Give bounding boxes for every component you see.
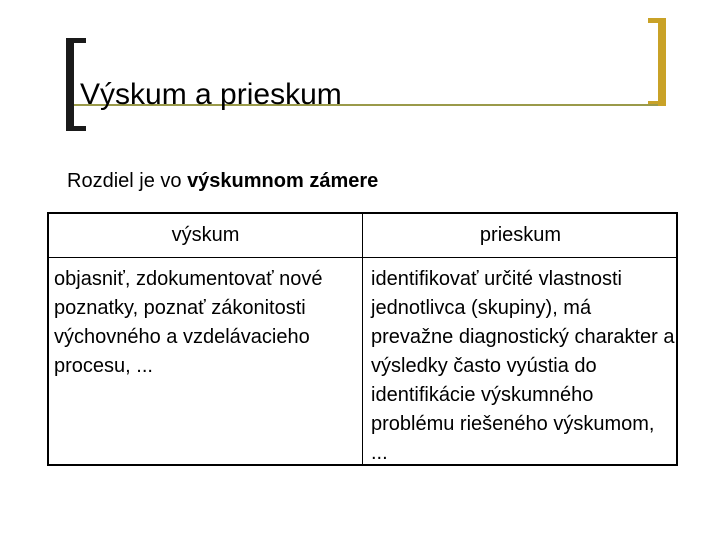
title-bracket-left-bottom: [66, 126, 86, 131]
slide-subtitle: [67, 168, 378, 194]
comparison-table: [47, 212, 678, 466]
table-header-vyskum: výskum: [171, 224, 240, 246]
slide-title: Výskum a prieskum: [80, 78, 342, 111]
subtitle-emphasis: výskumnom zámere: [187, 170, 379, 192]
subtitle-text: Rozdiel je vo: [67, 170, 188, 192]
table-cell-prieskum: identifikovať určité vlastnosti jednotlivca (skupiny), má prevažne diagnostický charakter a výsledky často vyústia do identifikácie výskumného problému riešeného výskumom, ...: [371, 268, 675, 464]
table-header-prieskum: prieskum: [479, 224, 562, 246]
title-bracket-left: [66, 38, 74, 131]
accent-bracket-right: [658, 18, 666, 106]
accent-bracket-right-top: [648, 18, 666, 23]
title-bracket-left-top: [66, 38, 86, 43]
table-column-divider: [362, 214, 363, 464]
table-cell-vyskum: objasniť, zdokumentovať nové poznatky, poznať zákonitosti výchovného a vzdelávacieho procesu, ...: [54, 268, 323, 377]
